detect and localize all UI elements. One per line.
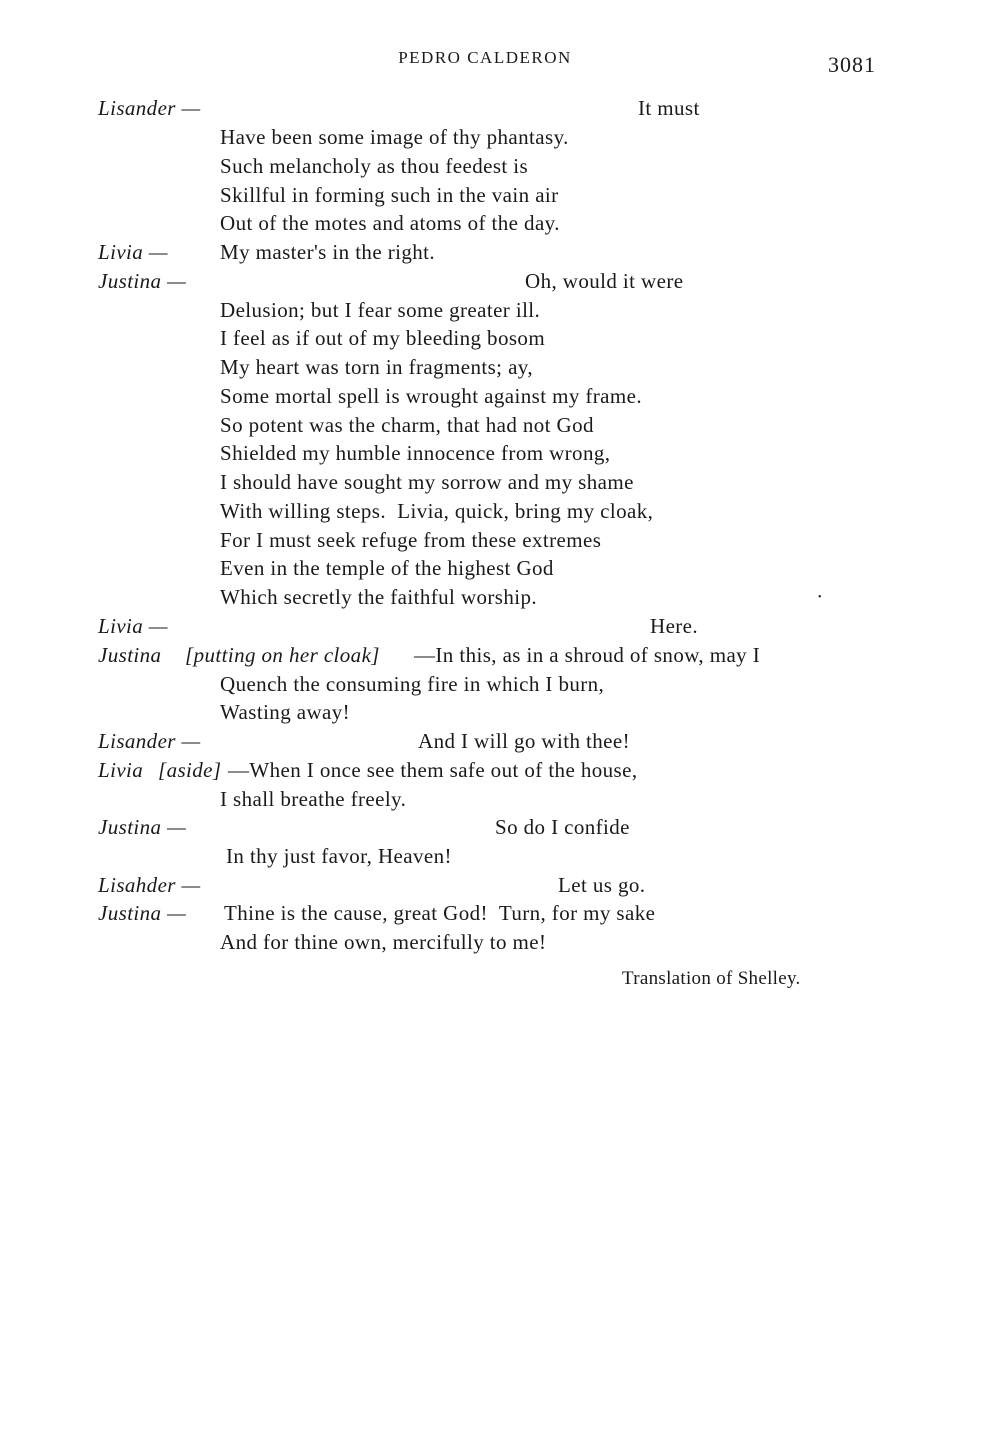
verse-text: Here. [650, 614, 699, 638]
verse-text: My heart was torn in fragments; ay, [220, 355, 533, 379]
verse-text: And for thine own, mercifully to me! [220, 930, 547, 954]
verse-text: I should have sought my sorrow and my shame [220, 470, 634, 494]
speaker-name: Livia [98, 758, 144, 782]
speaker-name: Livia — [98, 240, 168, 264]
verse-text: Oh, would it were [525, 269, 684, 293]
verse-text: Skillful in forming such in the vain air [220, 183, 559, 207]
speaker-name: Lisander — [98, 96, 201, 120]
verse-text: Out of the motes and atoms of the day. [220, 211, 560, 235]
verse-text: Quench the consuming fire in which I burn, [220, 672, 605, 696]
verse-text: Thine is the cause, great God! Turn, for my sake [224, 901, 656, 925]
verse-text: Have been some image of thy phantasy. [220, 125, 569, 149]
verse-text: With willing steps. Livia, quick, bring my cloak, [220, 499, 654, 523]
stray-mark: • [818, 592, 822, 603]
speaker-name: Justina — [98, 901, 187, 925]
verse-text: I shall breathe freely. [220, 787, 407, 811]
verse-text: So do I confide [495, 815, 630, 839]
stage-direction: [aside] [158, 758, 222, 782]
verse-text: I feel as if out of my bleeding bosom [220, 326, 546, 350]
speaker-name: Lisahder — [98, 873, 201, 897]
verse-text: Wasting away! [220, 700, 351, 724]
verse-text: —In this, as in a shroud of snow, may I [414, 643, 761, 667]
verse-text: It must [638, 96, 700, 120]
verse-text: So potent was the charm, that had not God [220, 413, 594, 437]
speaker-name: Justina [98, 643, 162, 667]
verse-text: And I will go with thee! [418, 729, 630, 753]
speaker-name: Justina — [98, 269, 187, 293]
speaker-name: Justina — [98, 815, 187, 839]
speaker-name: Livia — [98, 614, 168, 638]
stage-direction: [putting on her cloak] [185, 643, 380, 667]
verse-text: For I must seek refuge from these extremes [220, 528, 602, 552]
verse-text: Let us go. [558, 873, 646, 897]
verse-text: —When I once see them safe out of the house, [228, 758, 638, 782]
verse-text: In thy just favor, Heaven! [226, 844, 452, 868]
translation-credit: Translation of Shelley. [622, 968, 801, 989]
verse-text: Shielded my humble innocence from wrong, [220, 441, 611, 465]
verse-text: My master's in the right. [220, 240, 436, 264]
verse-text: Some mortal spell is wrought against my frame. [220, 384, 642, 408]
verse-text: Such melancholy as thou feedest is [220, 154, 529, 178]
verse-text: Which secretly the faithful worship. [220, 585, 538, 609]
verse-text: Delusion; but I fear some greater ill. [220, 298, 541, 322]
speaker-name: Lisander — [98, 729, 201, 753]
page-number: 3081 [828, 52, 876, 77]
running-title: PEDRO CALDERON [398, 48, 572, 67]
verse-text: Even in the temple of the highest God [220, 556, 554, 580]
